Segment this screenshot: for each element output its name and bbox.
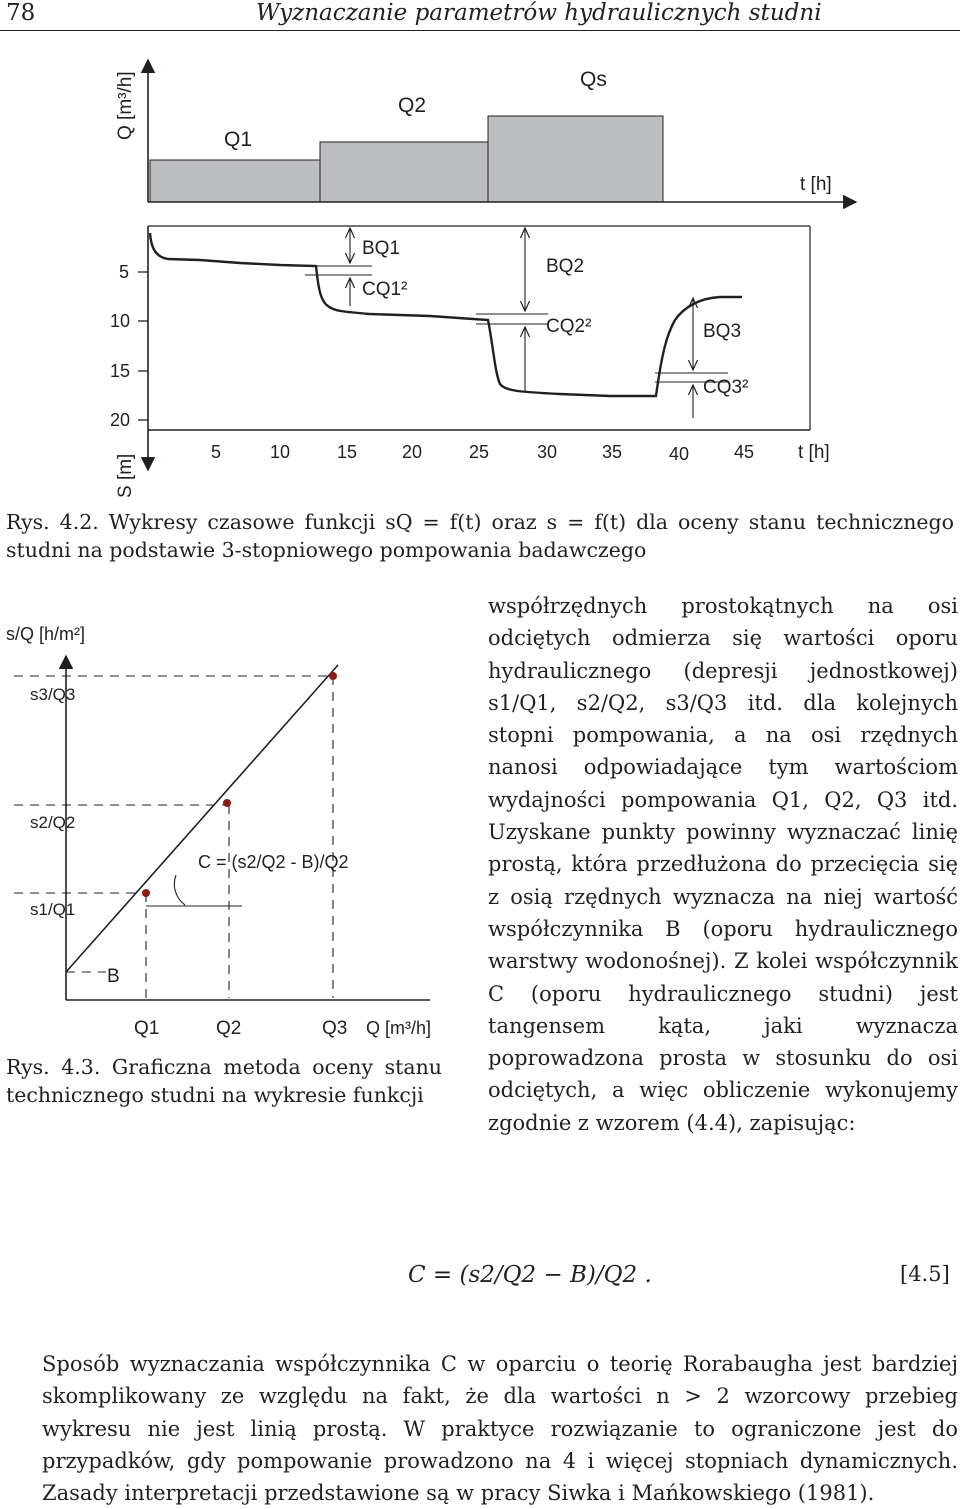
header-rule [0,30,960,31]
t-tick-40: 40 [669,444,690,464]
regression-line [66,665,338,972]
t-tick-20: 20 [402,442,423,462]
figure-4-3-caption: Rys. 4.3. Graficzna metoda oceny stanu technicznego studni na wykresie funkcji [6,1055,442,1107]
slope-formula: C = (s2/Q2 - B)/Q2 [198,852,349,872]
t-tick-5: 5 [211,442,222,462]
equation-number: [4.5] [900,1262,950,1286]
x-point-q1: Q1 [134,1018,160,1039]
bottom-x-label: t [h] [798,442,830,463]
t-tick-25: 25 [469,442,490,462]
t-tick-35: 35 [602,442,623,462]
cq2-label: CQ2² [546,316,592,337]
y-point-3: s3/Q3 [30,685,76,704]
y-point-2: s2/Q2 [30,813,76,832]
stage-label-q2: Q2 [398,94,427,117]
s-tick-20: 20 [110,410,131,430]
stage-bar-q1 [150,160,320,202]
intercept-b: B [107,966,120,987]
page-number: 78 [6,0,36,26]
figure-4-3 [0,588,460,1048]
s-tick-10: 10 [110,311,131,331]
data-point-2 [223,799,231,807]
x-point-q2: Q2 [216,1018,242,1039]
t-tick-10: 10 [270,442,291,462]
s-tick-15: 15 [110,361,131,381]
s-tick-5: 5 [119,262,130,282]
t-tick-45: 45 [734,442,755,462]
running-title: Wyznaczanie parametrów hydraulicznych studni [256,0,822,26]
bq1-label: BQ1 [362,238,401,259]
y-label: s/Q [h/m²] [6,624,86,644]
drawdown-curve [150,233,742,396]
right-column-text: współrzędnych prostokątnych na osi odciętych odmierza się wartości oporu hydraulicznego (depresji jednostkowej) s1/Q1, s2/Q2, s3/Q3 itd. dla kolejnych stopni pompowania, a na osi rzędnych nanosi odpowiadające tym wartościom wydajności pompowania Q1, Q2, Q3 itd. Uzyskane punkty powinny wyznaczać linię prostą, która przedłużona do przecięcia się z osią rzędnych wyznacza na niej wartość współczynnika B (oporu hydraulicznego warstwy wodonośnej). Z kolei współczynnik C (oporu hydraulicznego studni) jest tangensem kąta, jaki wyznacza poprowadzona prosta w stosunku do osi odciętych, a więc obliczenie wykonujemy zgodnie z wzorem (4.4), zapisując: [488,594,958,1135]
x-label: Q [m³/h] [366,1018,432,1038]
stage3-annotation [655,298,728,418]
stage-label-qs: Qs [580,68,607,91]
cq1-label: CQ1² [362,279,408,300]
data-point-1 [142,889,150,897]
x-point-q3: Q3 [322,1018,348,1039]
angle-arc [174,875,185,905]
t-tick-15: 15 [337,442,358,462]
figure-4-2 [0,40,960,510]
stage-label-q1: Q1 [224,128,253,151]
bottom-y-label: S [m] [115,453,136,498]
figure-4-2-caption: Rys. 4.2. Wykresy czasowe funkcji sQ = f(t) oraz s = f(t) dla oceny stanu technicznego studni na podstawie 3-stopniowego pompowania badawczego [6,510,954,562]
stage-bar-q2 [320,142,488,202]
top-x-label: t [h] [800,174,832,195]
equation-4-5: C = (s2/Q2 − B)/Q2 . [408,1262,652,1288]
y-point-1: s1/Q1 [30,900,76,919]
final-paragraph: Sposób wyznaczania współczynnika C w oparciu o teorię Rorabaugha jest bardziej skomplikowany ze względu na fakt, że dla wartości n > 2 wzorcowy przebieg wykresu nie jest linią prostą. W praktyce rozwiązanie to ograniczone jest do przypadków, gdy pompowanie prowadzono na 4 i więcej stopniach dynamicznych. Zasady interpretacji przedstawione są w pracy Siwka i Mańkowskiego (1981). [42,1352,958,1506]
stage2-annotation [476,228,548,391]
data-point-3 [329,672,337,680]
s-ticks [138,272,148,420]
top-y-label: Q [m³/h] [115,71,136,140]
t-tick-30: 30 [537,442,558,462]
bq3-label: BQ3 [703,321,742,342]
stage-bar-q3 [488,116,663,202]
cq3-label: CQ3² [703,377,749,398]
bq2-label: BQ2 [546,256,585,277]
